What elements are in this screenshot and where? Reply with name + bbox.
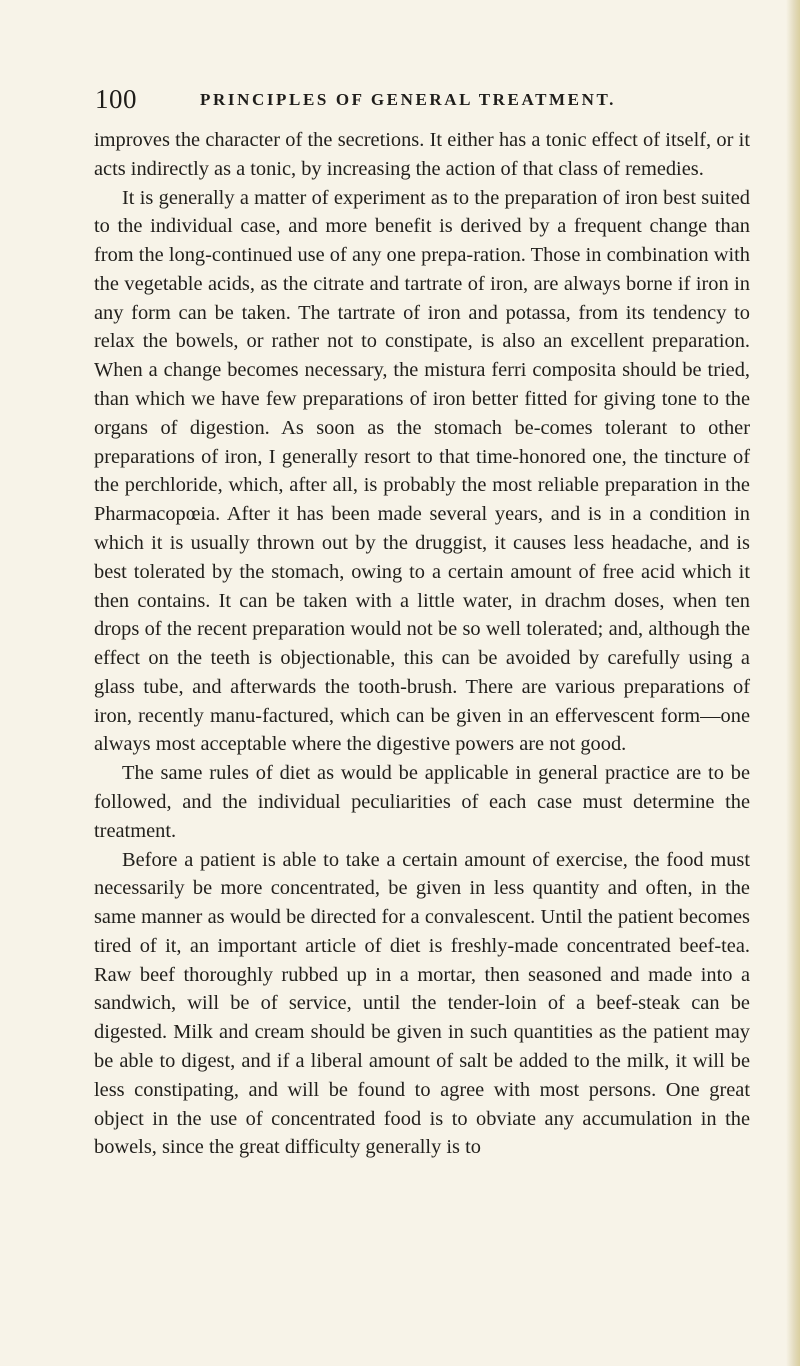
running-title: PRINCIPLES OF GENERAL TREATMENT. xyxy=(200,90,617,109)
paragraph: Before a patient is able to take a certain amount of exercise, the food must necessarily be more concentrated, be given in less quantity and often, in the same manner as would be directed for a convalescent. Until the patient becomes tired of it, an important article of diet is freshly-made concentrated beef-tea. Raw beef thoroughly rubbed up in a mortar, then seasoned and made into a sandwich, will be of service, until the tender-loin of a beef-steak can be digested. Milk and cream should be given in such quantities as the patient may be able to digest, and if a liberal amount of salt be added to the milk, it will be less constipating, and will be found to agree with most persons. One great object in the use of concentrated food is to obviate any accumulation in the bowels, since the great difficulty generally is to xyxy=(94,848,750,1159)
paragraph: improves the character of the secretions. It either has a tonic effect of itself, or it acts indirectly as a tonic, by increasing the action of that class of remedies. xyxy=(94,129,750,180)
paragraph: It is generally a matter of experiment as to the preparation of iron best suited to the individual case, and more benefit is derived by a frequent change than from the long-continued use of any one prepa-ration. Those in combination with the vegetable acids, as the citrate and tartrate of iron, are always borne if iron in any form can be taken. The tartrate of iron and potassa, from its tendency to relax the bowels, or rather not to constipate, is also an excellent preparation. When a change becomes necessary, the mistura ferri composita should be tried, than which we have few preparations of iron better fitted for giving tone to the organs of digestion. As soon as the stomach be-comes tolerant to other preparations of iron, I generally resort to that time-honored one, the tincture of the perchloride, which, after all, is probably the most reliable preparation in the Pharmacopœia. After it has been made several years, and is in a condition in which it is usually thrown out by the druggist, it causes less headache, and is best tolerated by the stomach, owing to a certain amount of free acid which it then contains. It can be taken with a little water, in drachm doses, when ten drops of the recent preparation would not be so well tolerated; and, although the effect on the teeth is objectionable, this can be avoided by carefully using a glass tube, and afterwards the tooth-brush. There are various preparations of iron, recently manu-factured, which can be given in an effervescent form—one always most acceptable where the digestive powers are not good. xyxy=(94,186,750,756)
body-text xyxy=(94,126,750,1162)
page-header xyxy=(95,84,745,114)
page-number: 100 xyxy=(95,84,137,114)
paragraph: The same rules of diet as would be applicable in general practice are to be followed, and the individual peculiarities of each case must determine the treatment. xyxy=(94,762,750,842)
page-edge-shadow xyxy=(786,0,800,1366)
